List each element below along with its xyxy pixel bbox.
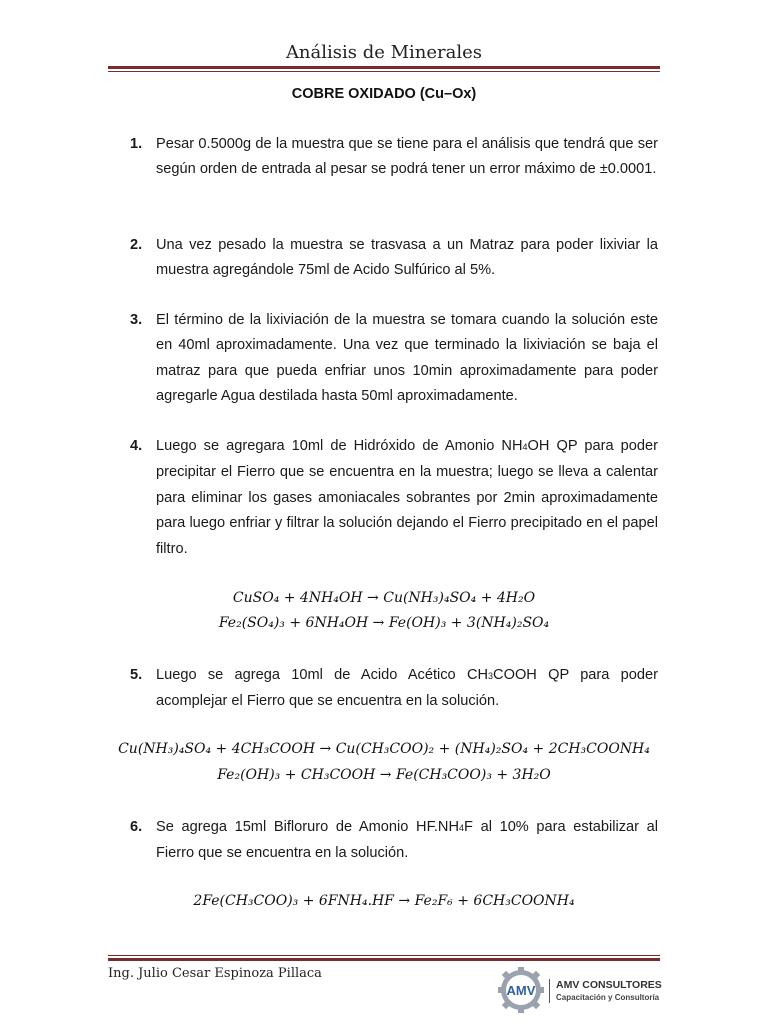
company-name: AMV CONSULTORES — [556, 979, 662, 991]
step-text-part: COOH QP para poder acomplejar el Fierro que se encuentra en la solución. — [156, 667, 658, 710]
equation-5: 2Fe(CH₃COO)₃ + 6FNH₄.HF → Fe₂F₆ + 6CH₃COONH₄ — [193, 893, 575, 909]
company-block — [549, 979, 662, 1003]
equation-2: Fe₂(SO₄)₃ + 6NH₄OH → Fe(OH)₃ + 3(NH₄)₂SO₄ — [218, 615, 550, 631]
footer-author: Ing. Julio Cesar Espinoza Pillaca — [108, 966, 322, 981]
step-number: 6. — [130, 819, 143, 835]
header-divider — [108, 66, 660, 69]
header-divider-thin — [108, 71, 660, 72]
step-2 — [110, 233, 658, 284]
step-text: Pesar 0.5000g de la muestra que se tiene para el análisis que tendrá que ser según orden de entrada al pesar se podrá tener un error máximo de ±0.0001. — [156, 136, 658, 178]
step-text-part: OH QP para poder precipitar el Fierro que se encuentra en la muestra; luego se lleva a calentar para eliminar los gases amoniacales sobrantes por 2min aproximadamente para luego enfriar y filtrar la solución dejando el Fierro precipitado en el papel filtro. — [156, 438, 658, 557]
footer-divider — [108, 958, 660, 961]
step-text: El término de la lixiviación de la muestra se tomara cuando la solución este en 40ml aproximadamente. Una vez que terminado la lixiviación se baja el matraz para que pueda enfriar unos 10min aproximadamente para poder agregarle Agua destilada hasta 50ml aproximadamente. — [156, 312, 658, 405]
step-text — [156, 434, 658, 562]
step-6 — [110, 815, 658, 867]
step-text-part: Luego se agregara 10ml de Hidróxido de Amonio NH — [156, 438, 523, 454]
step-text — [156, 815, 658, 867]
step-text: Una vez pesado la muestra se trasvasa a un Matraz para poder lixiviar la muestra agregándole 75ml de Acido Sulfúrico al 5%. — [156, 237, 658, 279]
company-tagline: Capacitación y Consultoría — [556, 993, 660, 1002]
step-text-part: F al 10% para estabilizar al Fierro que se encuentra en la solución. — [156, 819, 658, 862]
step-text-part: Luego se agrega 10ml de Acido Acético CH — [156, 667, 489, 683]
step-number: 1. — [130, 136, 143, 152]
step-5 — [110, 663, 658, 715]
step-1 — [110, 132, 658, 183]
document-title: COBRE OXIDADO (Cu–Ox) — [291, 86, 477, 102]
subscript: 4 — [459, 823, 465, 833]
equation-3: Cu(NH₃)₄SO₄ + 4CH₃COOH → Cu(CH₃COO)₂ + (NH₄)₂SO₄ + 2CH₃COONH₄ — [118, 741, 650, 757]
equation-4: Fe₂(OH)₃ + CH₃COOH → Fe(CH₃COO)₃ + 3H₂O — [217, 767, 551, 783]
step-number: 5. — [130, 667, 143, 683]
header-title: Análisis de Minerales — [285, 42, 483, 63]
step-3 — [110, 308, 658, 410]
step-number: 3. — [130, 312, 143, 328]
footer-divider-thin — [108, 955, 660, 956]
equation-1: CuSO₄ + 4NH₄OH → Cu(NH₃)₄SO₄ + 4H₂O — [232, 590, 536, 606]
logo-text: AMV — [506, 983, 536, 998]
step-text — [156, 663, 658, 715]
step-4 — [110, 434, 658, 562]
subscript: 3 — [488, 671, 494, 681]
company-logo-icon — [497, 966, 545, 1014]
step-text-part: Se agrega 15ml Bifloruro de Amonio HF.NH — [156, 819, 459, 835]
step-number: 2. — [130, 237, 143, 253]
step-number: 4. — [130, 438, 143, 454]
subscript: 4 — [522, 442, 528, 452]
